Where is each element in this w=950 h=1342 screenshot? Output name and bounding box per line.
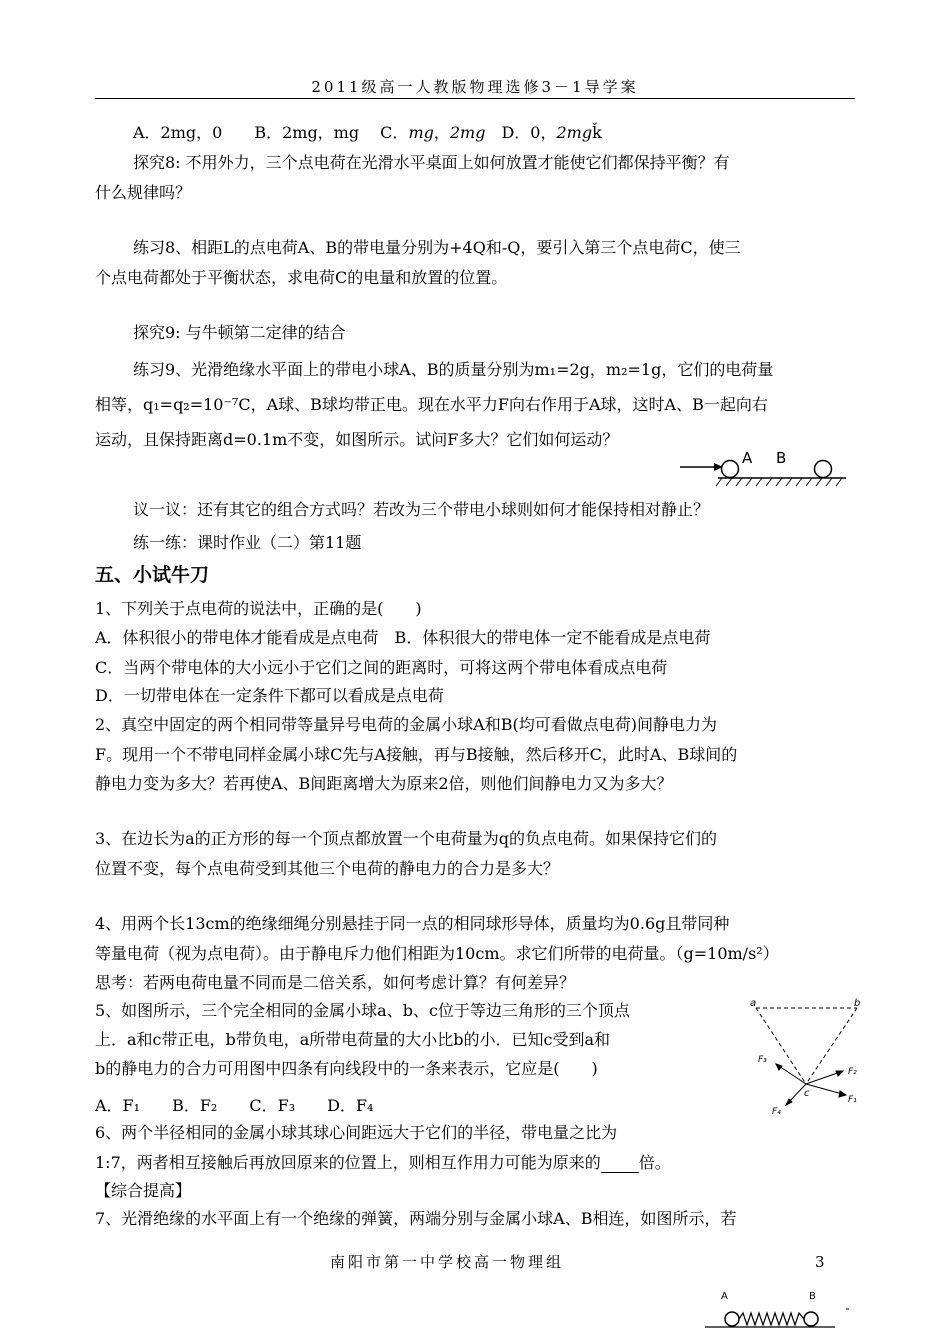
discussion: 议一议：还有其它的组合方式吗？若改为三个带电小球则如何才能保持相对静止？ xyxy=(133,500,710,519)
exercise-9: 练习9、光滑绝缘水平面上的带电小球A、B的质量分别为m₁=2g，m₂=1g，它们的电荷量 xyxy=(133,360,774,379)
spring-ball-b-label: B xyxy=(809,1291,816,1302)
section-5-title: 五、小试牛刀 xyxy=(95,564,210,586)
vertex-b-label: b xyxy=(854,998,861,1009)
explore-8: 探究8: 不用外力，三个点电荷在光滑水平桌面上如何放置才能使它们都保持平衡？有 xyxy=(133,153,730,172)
explore-8-cont: 什么规律吗？ xyxy=(95,183,192,202)
question-5: 5、如图所示，三个完全相同的金属小球a、b、c位于等边三角形的三个顶点 xyxy=(95,1001,630,1020)
question-7: 7、光滑绝缘的水平面上有一个绝缘的弹簧，两端分别与金属小球A、B相连，如图所示，若 xyxy=(95,1209,737,1228)
question-5-cont2: b的静电力的合力可用图中四条有向线段中的一条来表示，它应是( ) xyxy=(95,1059,598,1078)
ball-a-label: A xyxy=(742,449,753,467)
question-1-ab: A．体积很小的带电体才能看成是点电荷 B．体积很大的带电体一定不能看成是点电荷 xyxy=(95,628,711,647)
exercise-9-cont2: 运动，且保持距离d=0.1m不变，如图所示。试问F多大？它们如何运动？ xyxy=(95,430,619,449)
page-footer: 南阳市第一中学校高一物理组 xyxy=(330,1253,565,1271)
question-5-options: A．F₁ B．F₂ C．F₃ D．F₄ xyxy=(95,1096,374,1115)
force-f1-label: F₁ xyxy=(848,1095,857,1105)
exercise-8-cont: 个点电荷都处于平衡状态，求电荷C的电量和放置的位置。 xyxy=(95,268,508,287)
exercise-8: 练习8、相距L的点电荷A、B的带电量分别为+4Q和-Q，要引入第三个点电荷C，使三 xyxy=(133,238,741,257)
vertex-a-label: a xyxy=(750,998,757,1009)
comprehensive-heading: 【综合提高】 xyxy=(95,1181,192,1200)
question-6-cont: 1:7，两者相互接触后再放回原来的位置上，则相互作用力可能为原来的 倍。 xyxy=(95,1153,671,1172)
question-5-cont: 上．a和c带正电，b带负电，a所带电荷量的大小比b的小．已知c受到a和 xyxy=(95,1030,611,1049)
options-line: A．2mg，0 B．2mg，mg C．mg，2mg D．0，2mgǩ xyxy=(133,123,602,142)
two-balls-figure xyxy=(678,445,853,490)
question-4-think: 思考：若两电荷电量不同而是二倍关系，如何考虑计算？有何差异？ xyxy=(95,973,576,992)
question-3: 3、在边长为a的正方形的每一个顶点都放置一个电荷量为q的负点电荷。如果保持它们的 xyxy=(95,829,717,848)
question-1: 1、下列关于点电荷的说法中，正确的是( ) xyxy=(95,599,422,618)
spring-ball-a-label: A xyxy=(721,1291,728,1302)
question-2-cont2: 静电力变为多大？若再使A、B间距离增大为原来2倍，则他们间静电力又为多大？ xyxy=(95,774,673,793)
force-f2-label: F₂ xyxy=(848,1067,857,1077)
question-1-c: C．当两个带电体的大小远小于它们之间的距离时，可将这两个带电体看成点电荷 xyxy=(95,658,668,677)
vertex-c-label: c xyxy=(804,1088,810,1099)
force-f4-label: F₄ xyxy=(772,1107,781,1117)
question-4: 4、用两个长13cm的绝缘细绳分别悬挂于同一点的相同球形导体，质量均为0.6g且带同种 xyxy=(95,914,730,933)
question-2: 2、真空中固定的两个相同带等量异号电荷的金属小球A和B(均可看做点电荷)间静电力为 xyxy=(95,715,717,734)
page-header: 2011级高一人教版物理选修3－1导学案 xyxy=(311,78,639,96)
question-2-cont: F。现用一个不带电同样金属小球C先与A接触，再与B接触，然后移开C，此时A、B球间的 xyxy=(95,745,738,764)
answer-blank xyxy=(601,1156,639,1173)
page-number: 3 xyxy=(815,1253,825,1271)
question-1-d: D．一切带电体在一定条件下都可以看成是点电荷 xyxy=(95,686,444,705)
question-3-cont: 位置不变，每个点电荷受到其他三个电荷的静电力的合力是多大？ xyxy=(95,859,560,878)
triangle-force-figure xyxy=(748,998,868,1120)
question-4-cont: 等量电荷（视为点电荷）。由于静电斥力他们相距为10cm。求它们所带的电荷量。（g=10m/s²） xyxy=(95,944,779,963)
practice: 练一练：课时作业（二）第11题 xyxy=(133,533,362,552)
spring-figure xyxy=(705,1285,853,1337)
explore-9: 探究9: 与牛顿第二定律的结合 xyxy=(133,323,346,342)
force-f3-label: F₃ xyxy=(758,1055,767,1065)
question-6: 6、两个半径相同的金属小球其球心间距远大于它们的半径，带电量之比为 xyxy=(95,1123,618,1142)
exercise-9-cont: 相等，q₁=q₂=10⁻⁷C，A球、B球均带正电。现在水平力F向右作用于A球，这时A、B一起向右 xyxy=(95,395,768,414)
ball-b-label: B xyxy=(776,449,787,467)
header-rule xyxy=(95,98,855,99)
